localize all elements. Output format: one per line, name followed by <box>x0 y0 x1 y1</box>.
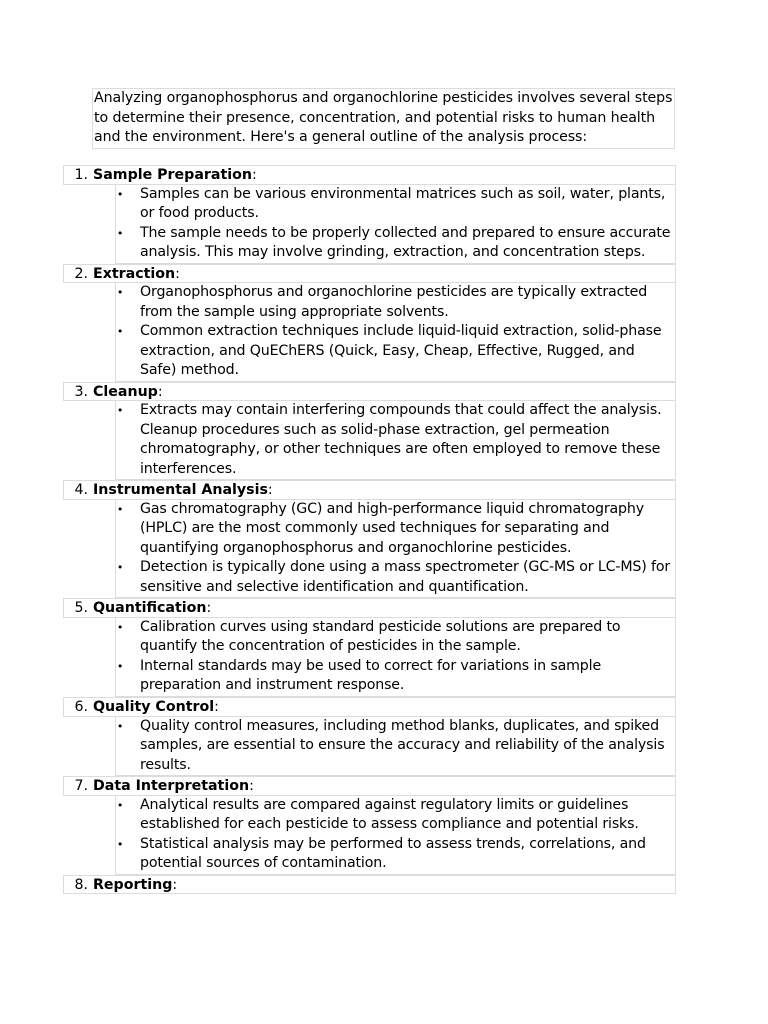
step-title-suffix: : <box>157 383 163 400</box>
step-item <box>63 697 676 776</box>
step-heading <box>63 264 676 284</box>
step-bullet-list <box>115 717 676 777</box>
bullet-item <box>116 322 675 381</box>
step-title-text: Sample Preparation <box>93 167 252 183</box>
bullet-dot-icon: • <box>116 620 124 634</box>
bullet-dot-icon: • <box>116 719 124 733</box>
step-title-suffix: : <box>267 482 273 499</box>
step-heading <box>63 598 676 618</box>
step-number: 7. <box>74 778 88 795</box>
step-bullet-list <box>115 796 676 875</box>
bullet-item <box>116 717 675 776</box>
step-heading <box>63 480 676 500</box>
bullet-item <box>116 500 675 559</box>
bullet-dot-icon: • <box>116 404 124 418</box>
bullet-text: Analytical results are compared against regulatory limits or guidelines established for each pesticide to assess compliance and potential risks. <box>140 796 639 833</box>
step-title <box>93 876 177 894</box>
step-title-text: Quantification <box>93 600 207 617</box>
steps-list <box>63 165 676 894</box>
step-title <box>93 481 273 499</box>
step-title <box>93 166 257 184</box>
step-heading <box>63 697 676 717</box>
bullet-item <box>116 796 675 835</box>
step-item <box>63 776 676 875</box>
step-heading <box>63 165 676 185</box>
step-bullet-list <box>115 283 676 382</box>
step-item <box>63 382 676 481</box>
intro-paragraph: Analyzing organophosphorus and organochlorine pesticides involves several steps to determine their presence, concentration, and potential risks to human health and the environment. Here's a general outline of the analysis process: <box>92 88 675 149</box>
bullet-item <box>116 835 675 874</box>
bullet-dot-icon: • <box>116 659 124 673</box>
step-title <box>93 383 163 401</box>
bullet-text: The sample needs to be properly collected and prepared to ensure accurate analysis. This may involve grinding, extraction, and concentration steps. <box>140 224 671 261</box>
bullet-text: Statistical analysis may be performed to assess trends, correlations, and potential sources of contamination. <box>140 835 646 872</box>
step-title <box>93 265 180 283</box>
step-title-suffix: : <box>249 778 254 795</box>
step-number: 8. <box>74 876 88 893</box>
step-heading <box>63 875 676 895</box>
step-title-text: Extraction <box>93 265 176 282</box>
bullet-item <box>116 283 675 322</box>
bullet-text: Internal standards may be used to correct for variations in sample preparation and instrument response. <box>140 657 602 694</box>
step-item <box>63 165 676 264</box>
step-number: 4. <box>74 482 88 499</box>
step-title-suffix: : <box>175 265 180 282</box>
step-bullet-list <box>115 500 676 599</box>
bullet-text: Gas chromatography (GC) and high-performance liquid chromatography (HPLC) are the most commonly used techniques for separating and quantifying organophosphorus and organochlorine pesticides. <box>140 500 644 556</box>
step-title <box>93 698 219 716</box>
bullet-dot-icon: • <box>116 502 124 516</box>
bullet-dot-icon: • <box>116 798 124 812</box>
step-title-suffix: : <box>214 698 219 715</box>
bullet-text: Common extraction techniques include liquid-liquid extraction, solid-phase extraction, and QuEChERS (Quick, Easy, Cheap, Effective, Rugged, and Safe) method. <box>140 323 662 379</box>
step-item <box>63 598 676 697</box>
step-title-text: Data Interpretation <box>93 778 250 795</box>
bullet-dot-icon: • <box>116 226 124 240</box>
step-heading <box>63 776 676 796</box>
step-title <box>93 777 254 795</box>
bullet-dot-icon: • <box>116 286 124 300</box>
step-bullet-list <box>115 401 676 480</box>
bullet-text: Detection is typically done using a mass spectrometer (GC-MS or LC-MS) for sensitive and selective identification and quantification. <box>140 559 671 595</box>
step-heading <box>63 382 676 402</box>
step-item <box>63 264 676 382</box>
step-title-text: Instrumental Analysis <box>93 482 268 499</box>
step-number: 1. <box>74 167 88 183</box>
step-number: 5. <box>74 600 88 617</box>
bullet-item <box>116 618 675 657</box>
bullet-item <box>116 224 675 263</box>
step-bullet-list <box>115 185 676 264</box>
step-number: 6. <box>74 698 88 715</box>
bullet-text: Samples can be various environmental matrices such as soil, water, plants, or food products. <box>140 185 666 222</box>
step-title-text: Quality Control <box>93 698 215 715</box>
step-title-text: Cleanup <box>93 383 158 400</box>
step-title-suffix: : <box>172 876 178 893</box>
bullet-item <box>116 401 675 479</box>
step-bullet-list <box>115 618 676 697</box>
step-item <box>63 480 676 598</box>
step-number: 3. <box>74 383 88 400</box>
step-item <box>63 875 676 895</box>
step-number: 2. <box>74 265 88 282</box>
bullet-dot-icon: • <box>116 561 124 575</box>
step-title-text: Reporting <box>93 876 173 893</box>
step-title-suffix: : <box>206 600 212 617</box>
step-title <box>93 599 211 617</box>
bullet-text: Organophosphorus and organochlorine pesticides are typically extracted from the sample using appropriate solvents. <box>140 284 648 320</box>
bullet-item <box>116 558 675 597</box>
bullet-text: Calibration curves using standard pesticide solutions are prepared to quantify the concentration of pesticides in the sample. <box>140 618 621 655</box>
bullet-dot-icon: • <box>116 325 124 339</box>
bullet-dot-icon: • <box>116 837 124 851</box>
step-title-suffix: : <box>251 167 257 183</box>
bullet-dot-icon: • <box>116 187 124 201</box>
bullet-item <box>116 657 675 696</box>
bullet-item <box>116 185 675 224</box>
bullet-text: Extracts may contain interfering compounds that could affect the analysis. Cleanup procedures such as solid-phase extraction, gel permeation chromatography, or other techniques are often employed to remove these interferences. <box>140 402 662 477</box>
bullet-text: Quality control measures, including method blanks, duplicates, and spiked samples, are essential to ensure the accuracy and reliability of the analysis results. <box>140 717 665 773</box>
